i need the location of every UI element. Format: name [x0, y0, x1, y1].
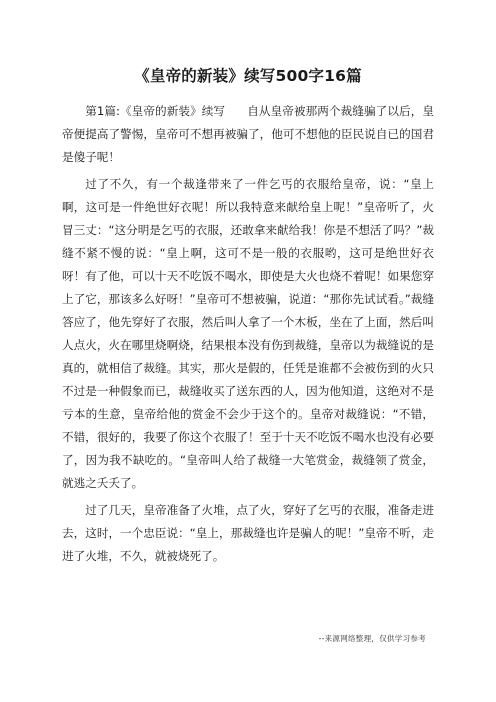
- source-footer: --来源网络整理，仅供学习参考: [318, 634, 426, 643]
- paragraph-2: 过了不久，有一个裁逢带来了一件乞丐的衣服给皇帝，说：“皇上啊，这可是一件绝世好衣呢！所以我特意来献给皇上呢！”皇帝听了，火冒三丈：“这分明是乞丐的衣服，还敢拿来献给我！你是不想活了吗？”裁缝不紧不慢的说：“皇上啊，这可不是一般的衣服哟，这可是绝世好衣呀！有了他，可以十天不吃饭不喝水，即使是大火也烧不着呢！如果您穿上了它，那该多么好呀！”皇帝可不想被骗，说道：“那你先试试看。”裁缝答应了，他先穿好了衣服，然后叫人拿了一个木板，坐在了上面，然后叫人点火，火在哪里烧啊烧，结果根本没有伤到裁缝，皇帝以为裁缝说的是真的，就相信了裁缝。其实，那火是假的，任凭是谁都不会被伤到的火只不过是一种假象而已，裁缝收买了送东西的人，因为他知道，这绝对不是亏本的生意，皇帝给他的赏金不会少于这个的。皇帝对裁缝说：“不错，不错，很好的，我要了你这个衣服了！至于十天不吃饭不喝水也没有必要了，因为我不缺吃的。“皇帝叫人给了裁缝一大笔赏金，裁缝领了赏金，就逃之夭夭了。: [62, 177, 434, 490]
- paragraph-3: 过了几天，皇帝准备了火堆，点了火，穿好了乞丐的衣服，准备走进去，这时，一个忠臣说：“皇上，那裁缝也许是骗人的呢！”皇帝不听，走进了火堆，不久，就被烧死了。: [62, 503, 434, 563]
- paragraph-1-lead: 第1篇:《皇帝的新装》续写: [85, 104, 226, 118]
- paragraph-1: [62, 100, 434, 169]
- document-title: 《皇帝的新装》续写500字16篇: [134, 67, 362, 85]
- paragraph-1-text: 自从皇帝被那两个裁缝骗了以后，皇帝便提高了警惕，皇帝可不想再被骗了，他可不想他的臣民说自已的国君是傻子呢！: [62, 104, 434, 164]
